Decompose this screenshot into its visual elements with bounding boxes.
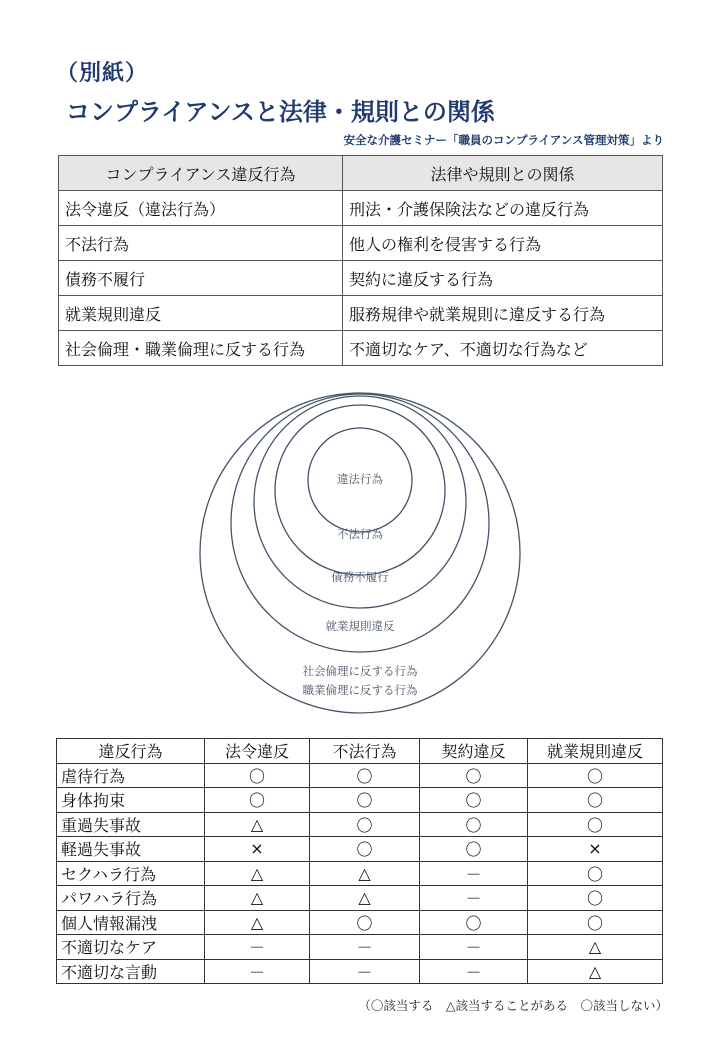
table-row [59, 296, 663, 331]
violation-matrix-table [56, 738, 663, 984]
matrix-cell: － [310, 959, 420, 984]
matrix-cell: 〇 [420, 910, 528, 935]
table-row [57, 910, 663, 935]
matrix-row-label: 不適切な言動 [57, 959, 205, 984]
matrix-cell: × [528, 837, 663, 862]
matrix-row-label: セクハラ行為 [57, 861, 205, 886]
matrix-cell: － [420, 935, 528, 960]
matrix-cell: 〇 [205, 788, 310, 813]
matrix-header: 契約違反 [420, 739, 528, 764]
relation-cell: 契約に違反する行為 [343, 261, 663, 296]
symbol-legend: （〇該当する △該当することがある 〇該当しない） [358, 998, 668, 1013]
relation-cell: 不法行為 [59, 226, 343, 261]
relation-cell: 他人の権利を侵害する行為 [343, 226, 663, 261]
matrix-row-label: 身体拘束 [57, 788, 205, 813]
matrix-cell: － [420, 886, 528, 911]
matrix-row-label: 軽過失事故 [57, 837, 205, 862]
matrix-cell: △ [205, 812, 310, 837]
matrix-cell: 〇 [310, 910, 420, 935]
relation-cell: 法令違反（違法行為） [59, 191, 343, 226]
tort-circle [275, 405, 445, 575]
matrix-cell: － [205, 959, 310, 984]
relation-cell: 不適切なケア、不適切な行為など [343, 331, 663, 366]
matrix-cell: 〇 [420, 837, 528, 862]
matrix-header: 違反行為 [57, 739, 205, 764]
matrix-cell: △ [205, 886, 310, 911]
matrix-header: 不法行為 [310, 739, 420, 764]
matrix-header: 法令違反 [205, 739, 310, 764]
matrix-cell: 〇 [528, 910, 663, 935]
matrix-row-label: 虐待行為 [57, 763, 205, 788]
matrix-cell: 〇 [528, 763, 663, 788]
matrix-cell: － [310, 935, 420, 960]
appendix-tag: （別紙） [56, 61, 149, 86]
relation-header-law: 法律や規則との関係 [343, 156, 663, 191]
table-row [57, 812, 663, 837]
matrix-row-label: 個人情報漏洩 [57, 910, 205, 935]
rules-label: 就業規則違反 [325, 619, 395, 633]
matrix-cell: △ [310, 886, 420, 911]
table-row [57, 763, 663, 788]
illegal-label: 違法行為 [337, 472, 383, 486]
matrix-cell: × [205, 837, 310, 862]
matrix-row-label: パワハラ行為 [57, 886, 205, 911]
ethics-label-2: 職業倫理に反する行為 [302, 683, 418, 697]
matrix-cell: 〇 [528, 812, 663, 837]
matrix-cell: △ [205, 861, 310, 886]
matrix-header: 就業規則違反 [528, 739, 663, 764]
matrix-cell: △ [310, 861, 420, 886]
rules-circle [231, 394, 489, 652]
table-row [57, 935, 663, 960]
relation-cell: 就業規則違反 [59, 296, 343, 331]
page-title: コンプライアンスと法律・規則との関係 [66, 98, 495, 126]
ethics-label-1: 社会倫理に反する行為 [302, 664, 418, 678]
table-row [57, 886, 663, 911]
relation-table-header-row [59, 156, 663, 191]
nested-circle-diagram [190, 390, 530, 720]
table-row [57, 837, 663, 862]
matrix-row-label: 重過失事故 [57, 812, 205, 837]
table-row [57, 861, 663, 886]
default-label: 債務不履行 [331, 570, 389, 584]
table-row [57, 959, 663, 984]
matrix-cell: 〇 [420, 812, 528, 837]
matrix-cell: 〇 [310, 788, 420, 813]
matrix-cell: 〇 [205, 763, 310, 788]
table-row [57, 788, 663, 813]
matrix-cell: － [205, 935, 310, 960]
matrix-row-label: 不適切なケア [57, 935, 205, 960]
matrix-cell: △ [528, 959, 663, 984]
matrix-cell: 〇 [310, 763, 420, 788]
matrix-cell: 〇 [310, 837, 420, 862]
matrix-cell: － [420, 959, 528, 984]
matrix-cell: 〇 [528, 886, 663, 911]
matrix-cell: 〇 [310, 812, 420, 837]
relation-cell: 社会倫理・職業倫理に反する行為 [59, 331, 343, 366]
matrix-cell: － [420, 861, 528, 886]
source-note: 安全な介護セミナー「職員のコンプライアンス管理対策」より [343, 133, 664, 147]
table-row [59, 191, 663, 226]
matrix-cell: △ [205, 910, 310, 935]
table-row [59, 226, 663, 261]
matrix-cell: 〇 [528, 861, 663, 886]
relation-header-violation: コンプライアンス違反行為 [59, 156, 343, 191]
table-row [59, 331, 663, 366]
relation-cell: 債務不履行 [59, 261, 343, 296]
matrix-cell: 〇 [420, 763, 528, 788]
relation-cell: 服務規律や就業規則に違反する行為 [343, 296, 663, 331]
matrix-cell: 〇 [420, 788, 528, 813]
relation-cell: 刑法・介護保険法などの違反行為 [343, 191, 663, 226]
matrix-header-row [57, 739, 663, 764]
table-row [59, 261, 663, 296]
relation-table [58, 155, 663, 366]
matrix-cell: 〇 [528, 788, 663, 813]
tort-label: 不法行為 [337, 527, 383, 541]
matrix-cell: △ [528, 935, 663, 960]
